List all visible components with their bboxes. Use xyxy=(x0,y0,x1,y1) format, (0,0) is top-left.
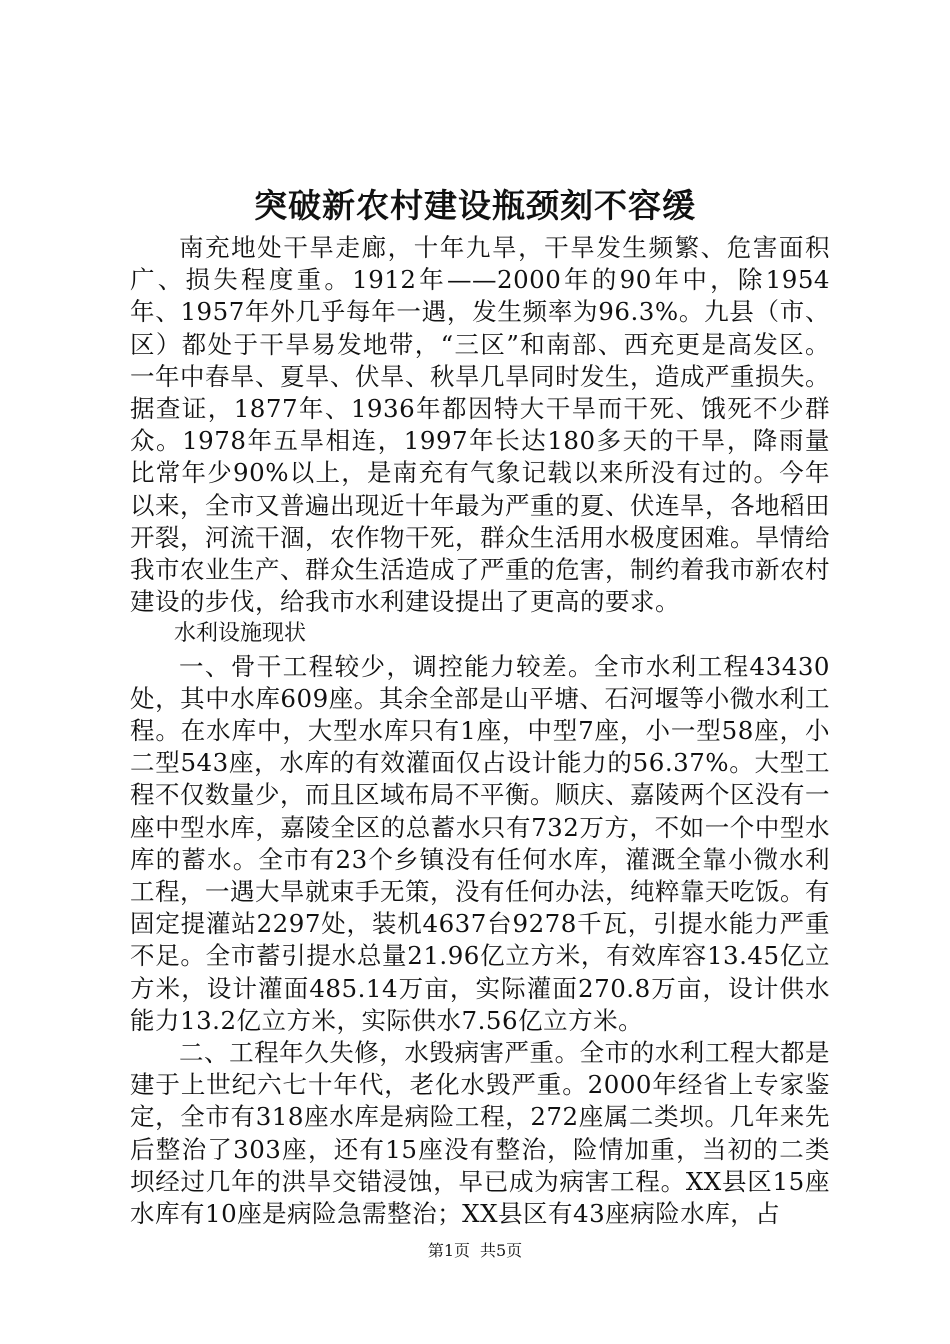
page-number: 第1页 xyxy=(427,1241,470,1260)
document-body xyxy=(130,232,830,1230)
paragraph-intro: 南充地处干旱走廊，十年九旱，干旱发生频繁、危害面积广、损失程度重。1912年——2000年的90年中，除1954年、1957年外几乎每年一遇，发生频率为96.3%。九县（市、区）都处于干旱易发地带，“三区”和南部、西充更是高发区。一年中春旱、夏旱、伏旱、秋旱几旱同时发生，造成严重损失。据查证，1877年、1936年都因特大干旱而干死、饿死不少群众。1978年五旱相连，1997年长达180多天的干旱，降雨量比常年少90%以上，是南充有气象记载以来所没有过的。今年以来，全市又普遍出现近十年最为严重的夏、伏连旱，各地稻田开裂，河流干涸，农作物干死，群众生活用水极度困难。旱情给我市农业生产、群众生活造成了严重的危害，制约着我市新农村建设的步伐，给我市水利建设提出了更高的要求。 xyxy=(130,233,830,617)
page-total: 共5页 xyxy=(480,1241,523,1260)
paragraph-point-two: 二、工程年久失修，水毁病害严重。全市的水利工程大都是建于上世纪六七十年代，老化水毁严重。2000年经省上专家鉴定，全市有318座水库是病险工程，272座属二类坝。几年来先后整治了303座，还有15座没有整治，险情加重，当初的二类坝经过几年的洪旱交错浸蚀，早已成为病害工程。XX县区15座水库有10座是病险急需整治；XX县区有43座病险水库，占 xyxy=(130,1038,830,1229)
page-footer xyxy=(0,1240,950,1262)
paragraph-point-one: 一、骨干工程较少，调控能力较差。全市水利工程43430处，其中水库609座。其余全部是山平塘、石河堰等小微水利工程。在水库中，大型水库只有1座，中型7座，小一型58座，小二型543座，水库的有效灌面仅占设计能力的56.37%。大型工程不仅数量少，而且区域布局不平衡。顺庆、嘉陵两个区没有一座中型水库，嘉陵全区的总蓄水只有732万方，不如一个中型水库的蓄水。全市有23个乡镇没有任何水库，灌溉全靠小微水利工程，一遇大旱就束手无策，没有任何办法，纯粹靠天吃饭。有固定提灌站2297处，装机4637台9278千瓦，引提水能力严重不足。全市蓄引提水总量21.96亿立方米，有效库容13.45亿立方米，设计灌面485.14万亩，实际灌面270.8万亩，设计供水能力13.2亿立方米，实际供水7.56亿立方米。 xyxy=(130,651,830,1035)
section-heading: 水利设施现状 xyxy=(174,621,307,647)
document-title: 突破新农村建设瓶颈刻不容缓 xyxy=(254,186,696,225)
